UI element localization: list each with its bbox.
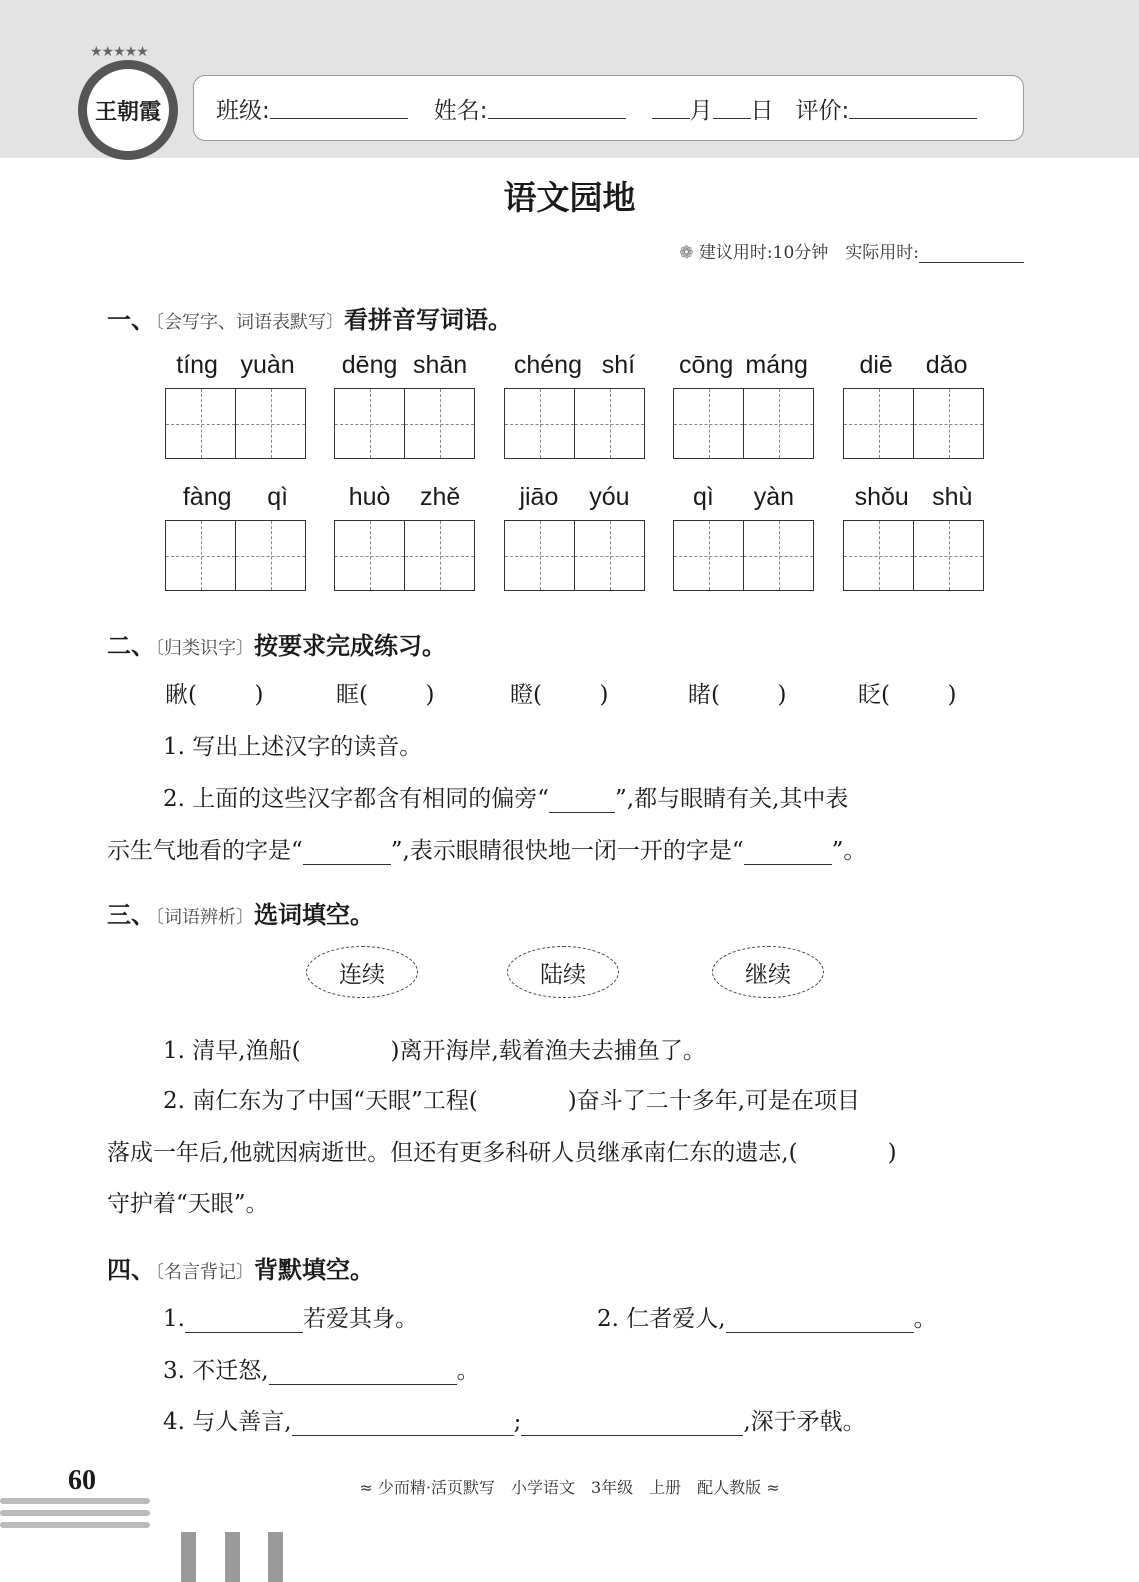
writing-grid[interactable]: [843, 388, 984, 459]
suggested-time: 建议用时:10分钟: [698, 243, 829, 263]
writing-grid[interactable]: [504, 388, 645, 459]
s3-q1: [163, 1032, 1083, 1065]
pinyin-syllable: qì: [692, 483, 714, 511]
pinyin-syllable: máng: [745, 351, 808, 379]
char-pinyin-item: [165, 676, 285, 709]
text: 3. 不迁怒,: [163, 1358, 269, 1384]
grid-cell[interactable]: [674, 389, 744, 458]
section-2-heading: [107, 626, 446, 661]
time-line: [679, 238, 1024, 263]
text: ,深于矛戟。: [743, 1409, 866, 1435]
word-option: 陆续: [507, 946, 619, 998]
answer-blank[interactable]: [292, 1412, 514, 1436]
publisher-logo: [78, 60, 178, 160]
char-pinyin-item: [858, 676, 978, 709]
text: 4. 与人善言,: [163, 1409, 292, 1435]
section-tag: 〔词语辨析〕: [155, 907, 254, 928]
s2-q2-cont: [107, 832, 1027, 865]
pinyin-syllable: fàng: [182, 483, 232, 511]
answer-blank[interactable]: [521, 1412, 743, 1436]
section-1-heading: [107, 300, 512, 335]
grid-cell[interactable]: [505, 389, 575, 458]
text: ;: [513, 1409, 522, 1435]
text: 。: [456, 1358, 480, 1384]
grid-cell[interactable]: [575, 389, 644, 458]
char: 瞪: [510, 682, 533, 708]
grid-cell[interactable]: [166, 389, 236, 458]
writing-grid[interactable]: [334, 388, 475, 459]
grid-cell[interactable]: [914, 521, 983, 590]
class-label: 班级:: [216, 97, 270, 124]
pinyin-label: [334, 483, 475, 512]
grid-cell[interactable]: [575, 521, 644, 590]
actual-time-label: 实际用时:: [845, 243, 919, 263]
char: 眨: [858, 682, 881, 708]
pinyin-answer-box[interactable]: ( ): [711, 682, 787, 708]
class-field[interactable]: [270, 97, 408, 119]
pinyin-syllable: zhě: [419, 483, 461, 511]
text: 若爱其身。: [302, 1306, 418, 1332]
grid-cell[interactable]: [844, 389, 914, 458]
writing-grid[interactable]: [165, 520, 306, 591]
pinyin-label: [843, 351, 984, 380]
char-pinyin-item: [510, 676, 630, 709]
pinyin-label: [165, 351, 306, 380]
month-field[interactable]: [652, 97, 690, 119]
wave-decoration: [0, 1522, 150, 1528]
char: 睹: [688, 682, 711, 708]
grid-cell[interactable]: [744, 389, 813, 458]
pinyin-syllable: yuàn: [240, 351, 295, 379]
eval-label: 评价:: [795, 97, 850, 124]
text: ”。: [831, 838, 867, 864]
s2-q1: 1. 写出上述汉字的读音。: [163, 734, 423, 760]
answer-blank[interactable]: [726, 1309, 914, 1333]
pinyin-syllable: tíng: [176, 351, 218, 379]
answer-blank[interactable]: [303, 841, 391, 865]
pinyin-label: [504, 351, 645, 380]
pinyin-label: [673, 483, 814, 512]
page-number: 60: [68, 1465, 96, 1496]
char-pinyin-item: [688, 676, 808, 709]
logo-stars-icon: ★★★★★: [90, 44, 148, 60]
section-number: 二、: [107, 632, 155, 660]
answer-blank[interactable]: [549, 789, 615, 813]
s4-q2: [597, 1300, 1017, 1333]
word-option: 连续: [306, 946, 418, 998]
grid-cell[interactable]: [335, 389, 405, 458]
text: ”,都与眼睛有关,其中表: [615, 786, 849, 812]
section-tag: 〔名言背记〕: [155, 1262, 254, 1283]
grid-cell[interactable]: [166, 521, 236, 590]
section-number: 四、: [107, 1256, 155, 1284]
grid-cell[interactable]: [236, 521, 305, 590]
s4-q3: [163, 1352, 1083, 1385]
section-tag: 〔归类识字〕: [155, 638, 254, 659]
section-number: 一、: [107, 306, 155, 334]
grid-cell[interactable]: [674, 521, 744, 590]
name-label: 姓名:: [433, 97, 488, 124]
pinyin-label: [843, 483, 984, 512]
grid-cell[interactable]: [405, 521, 474, 590]
section-number: 三、: [107, 901, 155, 929]
text: ): [887, 1140, 897, 1166]
pinyin-label: [165, 483, 306, 512]
text: 落成一年后,他就因病逝世。但还有更多科研人员继承南仁东的遗志,(: [107, 1140, 798, 1166]
text: )离开海岸,载着渔夫去捕鱼了。: [390, 1038, 706, 1064]
wave-decoration: [0, 1498, 150, 1504]
pinyin-syllable: cōng: [679, 351, 734, 379]
word-option: 继续: [712, 946, 824, 998]
pinyin-answer-box[interactable]: ( ): [188, 682, 264, 708]
grid-cell[interactable]: [844, 521, 914, 590]
writing-grid[interactable]: [504, 520, 645, 591]
month-label: 月: [689, 97, 713, 124]
bar-decoration: [225, 1532, 240, 1582]
pinyin-syllable: yàn: [753, 483, 795, 511]
footer-text: ≈ 少而精·活页默写 小学语文 3年级 上册 配人教版 ≈: [359, 1478, 780, 1497]
answer-blank[interactable]: [185, 1309, 303, 1333]
pinyin-answer-box[interactable]: ( ): [881, 682, 957, 708]
student-info-box: [193, 75, 1024, 141]
bar-decoration: [268, 1532, 283, 1582]
day-field[interactable]: [713, 97, 751, 119]
day-label: 日: [750, 97, 774, 124]
pinyin-syllable: yóu: [589, 483, 630, 511]
text: 。: [913, 1306, 937, 1332]
eval-field[interactable]: [849, 97, 977, 119]
text: 2. 仁者爱人,: [597, 1306, 726, 1332]
section-title: 按要求完成练习。: [254, 632, 446, 660]
text: 1. 清早,渔船(: [163, 1038, 301, 1064]
bar-decoration: [181, 1532, 196, 1582]
wave-decoration: [0, 1510, 150, 1516]
char: 瞅: [165, 682, 188, 708]
s4-q4: [163, 1403, 1083, 1436]
section-title: 选词填空。: [254, 901, 374, 929]
pinyin-answer-box[interactable]: ( ): [359, 682, 435, 708]
logo-text: 王朝霞: [94, 98, 161, 125]
text: 示生气地看的字是“: [107, 838, 303, 864]
grid-cell[interactable]: [405, 389, 474, 458]
s4-q1: [163, 1300, 563, 1333]
pinyin-syllable: jiāo: [519, 483, 559, 511]
pinyin-syllable: huò: [348, 483, 391, 511]
answer-blank[interactable]: [269, 1361, 457, 1385]
text: 1.: [163, 1306, 185, 1332]
pinyin-answer-box[interactable]: ( ): [533, 682, 609, 708]
grid-cell[interactable]: [744, 521, 813, 590]
section-tag: 〔会写字、词语表默写〕: [155, 312, 344, 333]
writing-grid[interactable]: [165, 388, 306, 459]
name-field[interactable]: [488, 97, 626, 119]
grid-cell[interactable]: [914, 389, 983, 458]
pinyin-syllable: shù: [932, 483, 973, 511]
pinyin-label: [673, 351, 814, 380]
writing-grid[interactable]: [843, 520, 984, 591]
text: )奋斗了二十多年,可是在项目: [567, 1088, 861, 1114]
text: 2. 上面的这些汉字都含有相同的偏旁“: [163, 786, 550, 812]
writing-grid[interactable]: [673, 388, 814, 459]
pinyin-syllable: qì: [267, 483, 289, 511]
pinyin-syllable: diē: [859, 351, 893, 379]
s3-q2-cont: [107, 1134, 1027, 1167]
page-title: 语文园地: [503, 178, 636, 217]
writing-grid[interactable]: [334, 520, 475, 591]
pinyin-label: [334, 351, 475, 380]
s3-q2-end: 守护着“天眼”。: [107, 1191, 269, 1217]
text: ”,表示眼睛很快地一闭一开的字是“: [390, 838, 744, 864]
answer-blank[interactable]: [744, 841, 832, 865]
section-title: 看拼音写词语。: [344, 306, 512, 334]
grid-cell[interactable]: [335, 521, 405, 590]
section-3-heading: [107, 895, 374, 930]
char: 眶: [336, 682, 359, 708]
pinyin-label: [504, 483, 645, 512]
pinyin-syllable: chéng: [513, 351, 582, 379]
actual-time-field[interactable]: [919, 245, 1024, 263]
s3-q2: [163, 1082, 1083, 1115]
char-pinyin-item: [336, 676, 456, 709]
s2-q2: [163, 780, 1083, 813]
writing-grid[interactable]: [673, 520, 814, 591]
pinyin-syllable: dēng: [341, 351, 398, 379]
pinyin-syllable: dǎo: [925, 351, 968, 379]
grid-cell[interactable]: [505, 521, 575, 590]
section-title: 背默填空。: [254, 1256, 374, 1284]
pinyin-syllable: shí: [601, 351, 636, 379]
grid-cell[interactable]: [236, 389, 305, 458]
pinyin-syllable: shān: [412, 351, 468, 379]
pinyin-syllable: shǒu: [854, 483, 909, 511]
section-4-heading: [107, 1250, 374, 1285]
clock-icon: ❁: [679, 243, 694, 263]
text: 2. 南仁东为了中国“天眼”工程(: [163, 1088, 478, 1114]
